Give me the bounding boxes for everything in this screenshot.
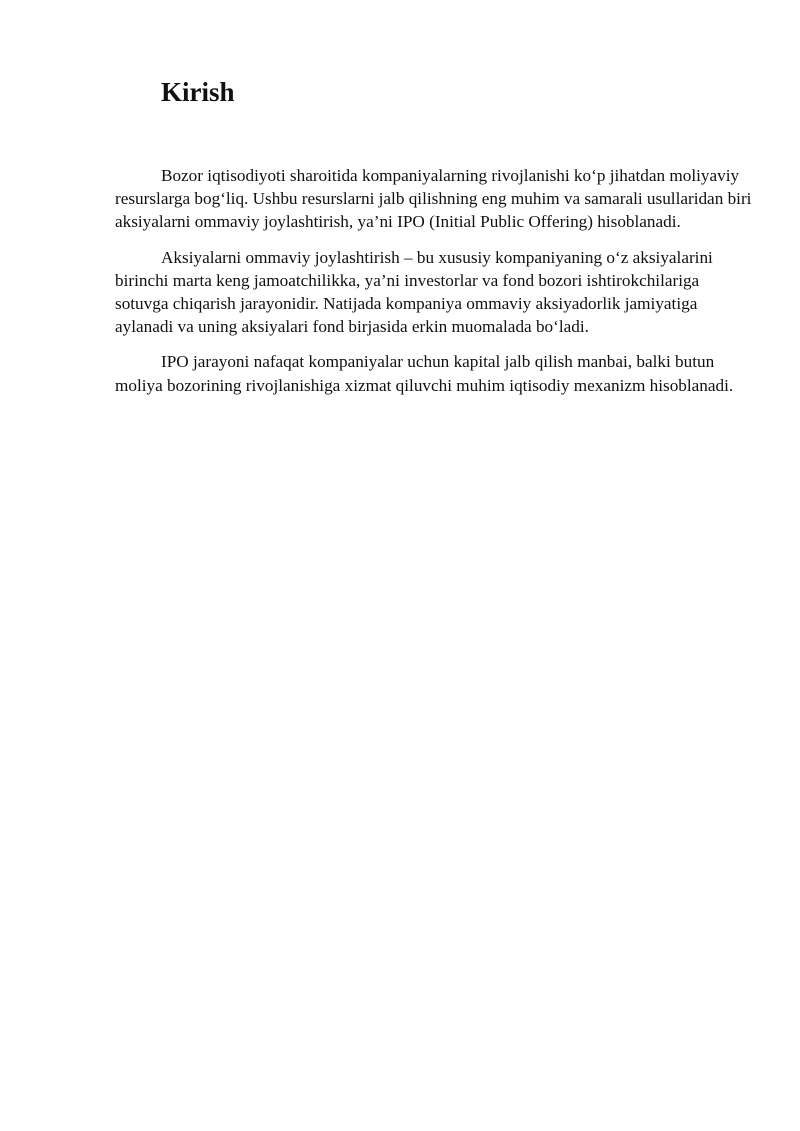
paragraph-3: IPO jarayoni nafaqat kompaniyalar uchun kapital jalb qilish manbai, balki butun moliya bozorining rivojlanishiga xizmat qiluvchi muhim iqtisodiy mexanizm hisoblanadi.: [115, 352, 734, 395]
paragraph-1: Bozor iqtisodiyoti sharoitida kompaniyalarning rivojlanishi ko‘p jihatdan moliyaviy resurslarga bog‘liq. Ushbu resurslarni jalb qilishning eng muhim va samarali usullaridan biri aksiyalarni ommaviy joylashtirish, ya’ni IPO (Initial Public Offering) hisoblanadi.: [115, 166, 752, 232]
body-text: [115, 164, 755, 409]
section-heading: Kirish: [161, 77, 235, 107]
paragraph-2: Aksiyalarni ommaviy joylashtirish – bu xususiy kompaniyaning o‘z aksiyalarini birinchi marta keng jamoatchilikka, ya’ni investorlar va fond bozori ishtirokchilariga sotuvga chiqarish jarayonidir. Natijada kompaniya ommaviy aksiyadorlik jamiyatiga aylanadi va uning aksiyalari fond birjasida erkin muomalada bo‘ladi.: [115, 247, 713, 337]
